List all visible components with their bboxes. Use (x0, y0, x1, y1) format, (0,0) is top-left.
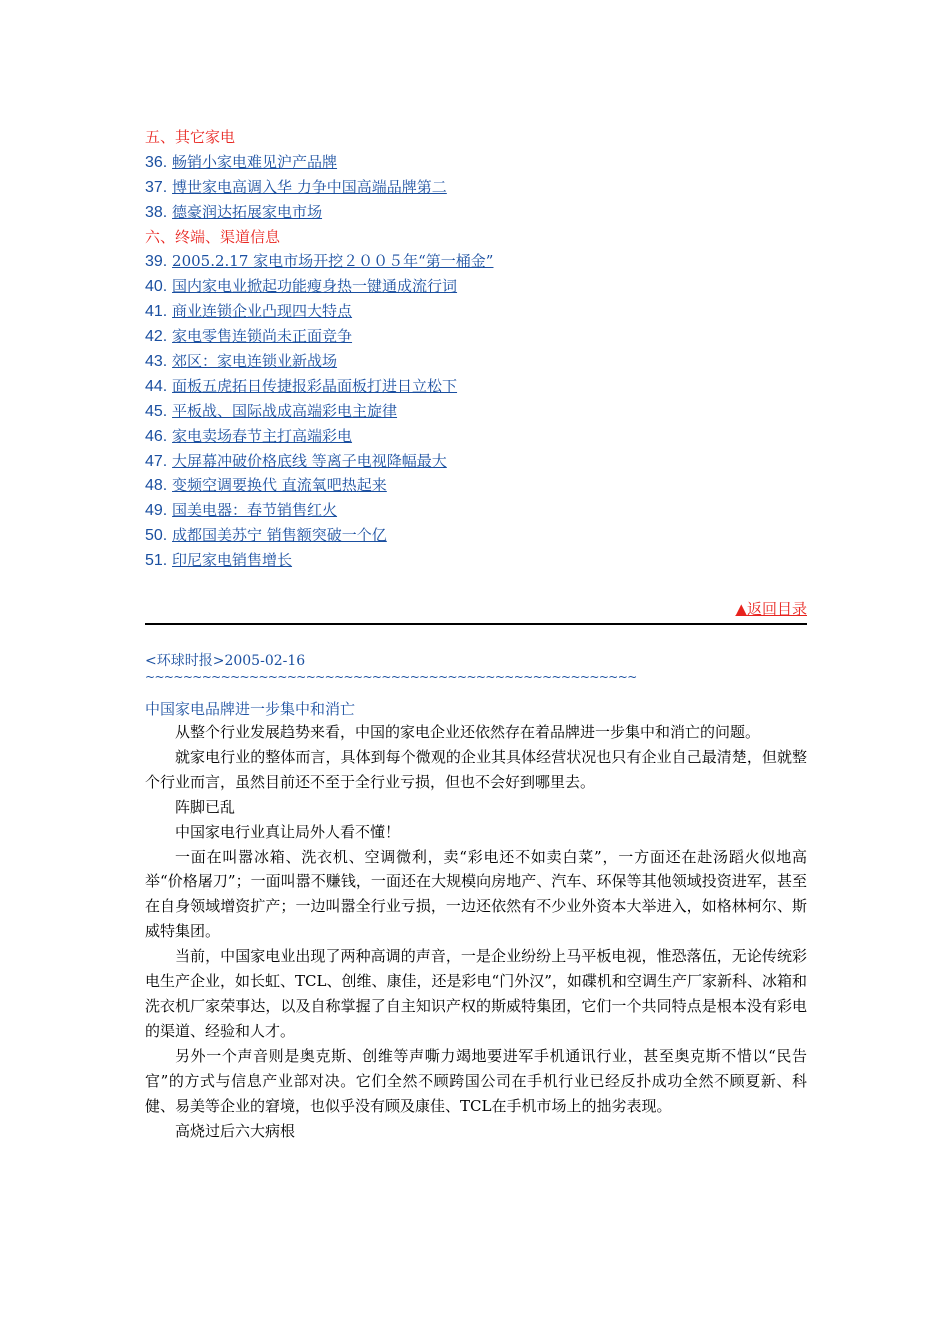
toc-item-link[interactable]: 博世家电高调入华 力争中国高端品牌第二 (172, 177, 447, 196)
toc-item[interactable] (145, 399, 807, 424)
section-heading-channels: 六、终端、渠道信息 (145, 227, 281, 246)
toc-item[interactable] (145, 324, 807, 349)
toc-item[interactable] (145, 449, 807, 474)
article-paragraph: 从整个行业发展趋势来看，中国的家电企业还依然存在着品牌进一步集中和消亡的问题。 (175, 723, 761, 742)
article-subheading: 阵脚已乱 (175, 797, 236, 816)
toc-item[interactable] (145, 349, 807, 374)
article-subheading: 高烧过后六大病根 (175, 1121, 296, 1140)
toc-item-link[interactable]: 畅销小家电难见沪产品牌 (172, 152, 338, 171)
toc-item-link[interactable]: 变频空调要换代 直流氧吧热起来 (172, 476, 387, 495)
toc-item-number: 43. (145, 353, 168, 371)
toc-item[interactable] (145, 473, 807, 498)
toc-item[interactable] (145, 150, 807, 175)
toc-item-link[interactable]: 国美电器：春节销售红火 (172, 501, 338, 520)
toc-item[interactable] (145, 175, 807, 200)
article-paragraph: 一面在叫嚣冰箱、洗衣机、空调微利，卖“彩电还不如卖白菜”，一方面还在赴汤蹈火似地高举“价格屠刀”；一面叫嚣不赚钱，一面还在大规模向房地产、汽车、环保等其他领域投资进军，甚至在自身领域增资扩产；一边叫嚣全行业亏损，一边还依然有不少业外资本大举进入，如格林柯尔、斯威特集团。 (145, 847, 807, 941)
toc-item-link[interactable]: 面板五虎拓日传捷报彩晶面板打进日立松下 (172, 376, 458, 395)
toc-item-number: 42. (145, 328, 168, 346)
article-paragraph: 当前，中国家电业出现了两种高调的声音，一是企业纷纷上马平板电视，惟恐落伍，无论传统彩电生产企业，如长虹、TCL、创维、康佳，还是彩电“门外汉”，如碟机和空调生产厂家新科、冰箱和洗衣机厂家荣事达，以及自称掌握了自主知识产权的斯威特集团，它们一个共同特点是根本没有彩电的渠道、经验和人才。 (145, 947, 807, 1040)
toc-item-number: 50. (145, 527, 168, 545)
article-paragraph: 就家电行业的整体而言，具体到每个微观的企业其具体经营状况也只有企业自己最清楚，但就整个行业而言，虽然目前还不至于全行业亏损，但也不会好到哪里去。 (145, 747, 807, 791)
article-title: 中国家电品牌进一步集中和消亡 (145, 700, 356, 719)
toc-item[interactable] (145, 424, 807, 449)
toc-item-number: 38. (145, 203, 168, 221)
toc-item[interactable] (145, 274, 807, 299)
toc-item-link[interactable]: 印尼家电销售增长 (172, 551, 293, 570)
toc-item-number: 46. (145, 427, 168, 445)
toc-item-link[interactable]: 成都国美苏宁 销售额突破一个亿 (172, 526, 387, 545)
toc-item-number: 41. (145, 303, 168, 321)
back-to-toc-link[interactable]: ▲返回目录 (735, 600, 807, 619)
toc-item[interactable] (145, 249, 807, 274)
toc-item-number: 39. (145, 253, 168, 271)
toc-item[interactable] (145, 523, 807, 548)
toc-item-number: 49. (145, 502, 168, 520)
toc-item-number: 36. (145, 153, 168, 171)
toc-item-number: 37. (145, 178, 168, 196)
article-source: <环球时报>2005-02-16 (145, 653, 306, 670)
tilde-divider: ~~~~~~~~~~~~~~~~~~~~~~~~~~~~~~~~~~~~~~~~~~~~~~~~~~~~ (145, 670, 637, 685)
toc-item-link[interactable]: 郊区：家电连锁业新战场 (172, 352, 338, 371)
back-to-toc (145, 599, 807, 619)
toc-item-link[interactable]: 德豪润达拓展家电市场 (172, 202, 323, 221)
article-paragraph: 中国家电行业真让局外人看不懂！ (175, 822, 401, 841)
toc-item-link[interactable]: 2005.2.17 家电市场开挖２００５年“第一桶金” (172, 252, 494, 271)
section-heading-other-appliances: 五、其它家电 (145, 128, 236, 146)
toc-item[interactable] (145, 548, 807, 573)
toc-item-number: 51. (145, 552, 168, 570)
toc-item-number: 47. (145, 452, 168, 470)
toc-item-link[interactable]: 家电零售连锁尚未正面竞争 (172, 327, 353, 346)
toc-item-link[interactable]: 商业连锁企业凸现四大特点 (172, 302, 353, 321)
toc-item-number: 45. (145, 402, 168, 420)
toc-item-link[interactable]: 大屏幕冲破价格底线 等离子电视降幅最大 (172, 451, 447, 470)
toc-item-number: 44. (145, 377, 168, 395)
article-paragraph: 另外一个声音则是奥克斯、创维等声嘶力竭地要进军手机通讯行业，甚至奥克斯不惜以“民告官”的方式与信息产业部对决。它们全然不顾跨国公司在手机行业已经反扑成功全然不顾夏新、科健、易美等企业的窘境，也似乎没有顾及康佳、TCL在手机市场上的拙劣表现。 (145, 1046, 807, 1115)
toc-item[interactable] (145, 200, 807, 225)
horizontal-rule (145, 623, 807, 625)
toc-item-number: 40. (145, 278, 168, 296)
toc-item[interactable] (145, 299, 807, 324)
toc-item-number: 48. (145, 477, 168, 495)
toc-item-link[interactable]: 国内家电业掀起功能瘦身热一键通成流行词 (172, 277, 458, 296)
toc-item-link[interactable]: 平板战、国际战成高端彩电主旋律 (172, 401, 398, 420)
toc-item[interactable] (145, 374, 807, 399)
toc-item[interactable] (145, 498, 807, 523)
document-page (145, 125, 807, 1143)
toc-item-link[interactable]: 家电卖场春节主打高端彩电 (172, 426, 353, 445)
